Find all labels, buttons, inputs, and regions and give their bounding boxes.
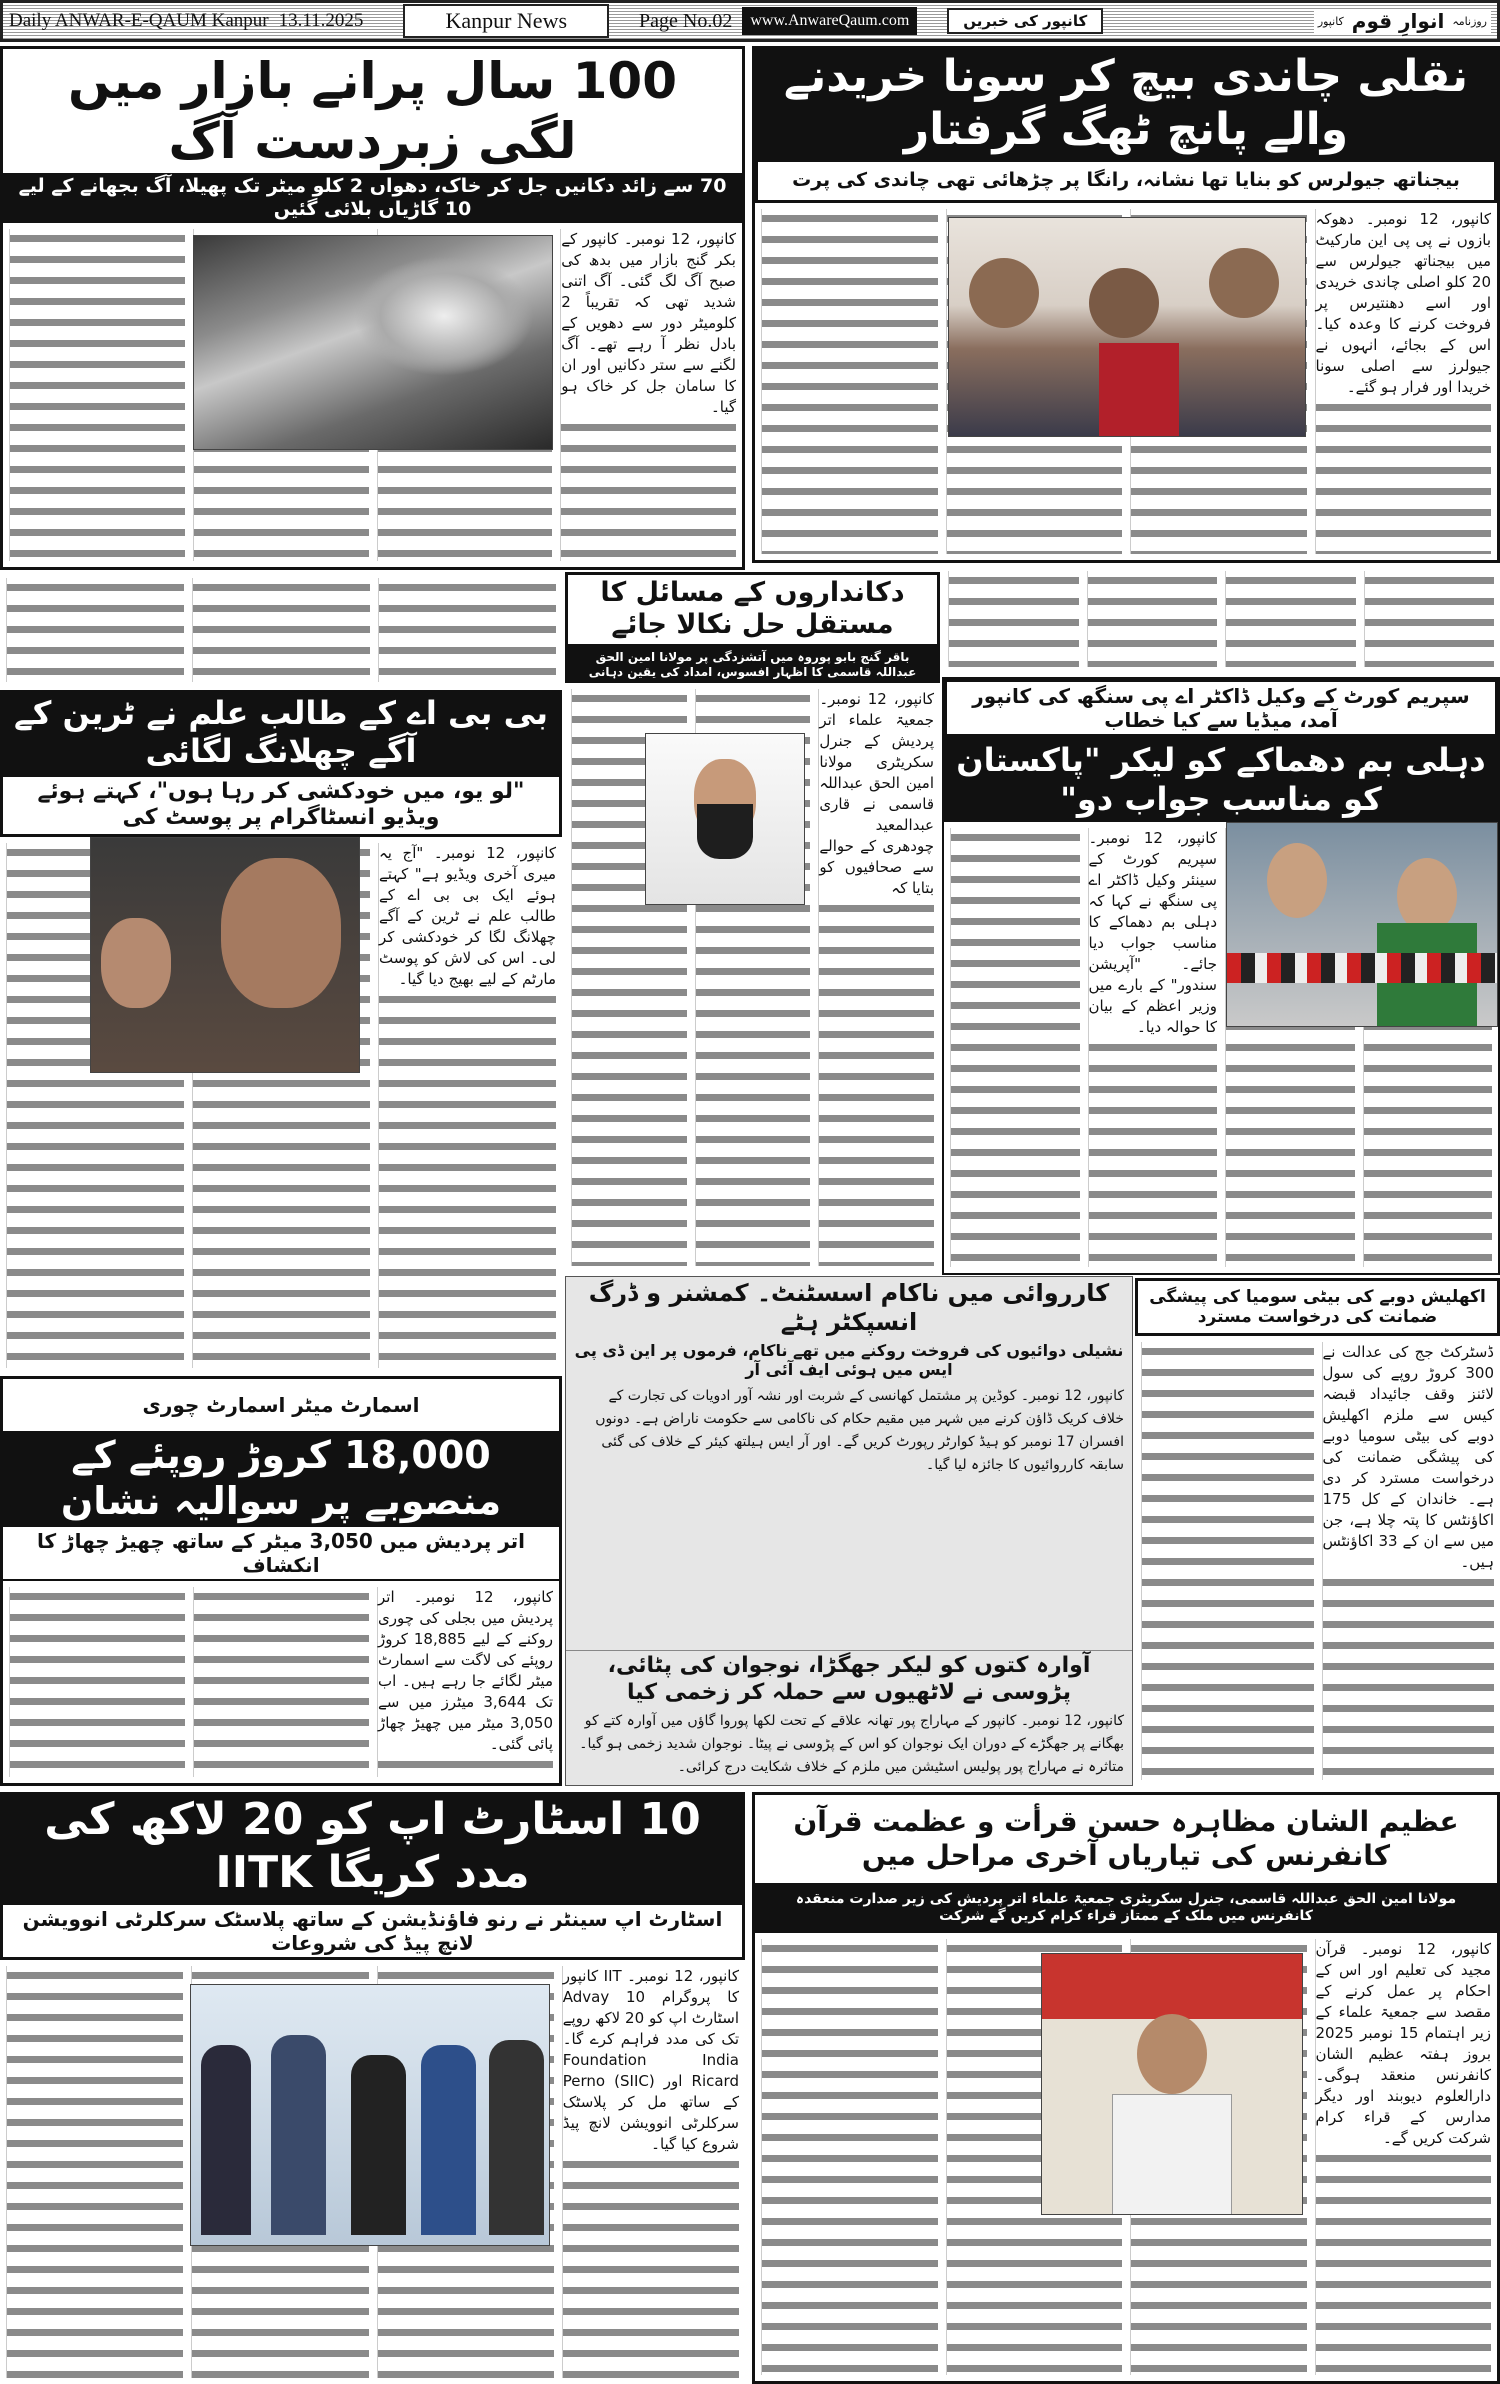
article-shopkeepers bbox=[565, 572, 940, 1272]
article-body: کانپور، 12 نومبر۔ IIT کانپور کا پروگرام Advay 10 اسٹارٹ اپ کو 20 لاکھ روپے تک کی مدد فراہم کرے گا۔ Foundation India Ricard اور (SIIC) Perno کے ساتھ مل کر پلاسٹک سرکلرٹی انوویشن لانچ پیڈ شروع کیا گیا۔ bbox=[563, 1966, 739, 2157]
headline: بی بی اے کے طالب علم نے ٹرین کے آگے چھلانگ لگائی bbox=[0, 690, 562, 774]
person bbox=[421, 2045, 476, 2235]
masthead-prefix: روزنامہ bbox=[1452, 14, 1487, 28]
article-student-train bbox=[0, 690, 562, 1374]
student-photo bbox=[90, 837, 360, 1073]
face bbox=[1137, 2014, 1207, 2094]
dogs-headline: آوارہ کتوں کو لیکر جھگڑا، نوجوان کی پٹائی، پڑوسی نے لاٹھیوں سے حملہ کر زخمی کیا bbox=[566, 1650, 1132, 1708]
arrested-men-photo bbox=[948, 217, 1306, 437]
article-body: کانپور، 12 نومبر۔ کانپور کے بکر گنج بازار میں بدھ کی صبح آگ لگ گئی۔ آگ اتنی شدید تھی کہ تقریباً 2 کلومیٹر دور سے دھویں کے بادل نظر آ رہے تھے۔ آگ لگنے سے ستر دکانیں اور ان کا سامان جل کر خاک ہو گیا۔ bbox=[561, 229, 736, 420]
article-quran-conference bbox=[752, 1792, 1500, 2384]
person bbox=[1089, 268, 1159, 338]
launch-event-photo bbox=[190, 1984, 550, 2246]
red-shirt bbox=[1099, 343, 1179, 437]
article-supreme-court-lawyer bbox=[942, 677, 1500, 1275]
article-gold-thieves bbox=[752, 46, 1500, 563]
microphones bbox=[1227, 953, 1498, 983]
smoke-cloud bbox=[354, 256, 534, 376]
headline: دکانداروں کے مسائل کا مستقل حل نکالا جائے bbox=[565, 572, 940, 647]
press-conference-photo bbox=[1226, 822, 1498, 1027]
subhead: بیجناتھ جیولرس کو بنایا تھا نشانہ، رانگا پر چڑھائی تھی چاندی کی پرت bbox=[755, 159, 1497, 203]
page-number: Page No.02 bbox=[639, 9, 733, 32]
article-fire bbox=[0, 46, 745, 570]
maulana-photo bbox=[645, 733, 805, 905]
article-body: کانپور، 12 نومبر۔ اتر پردیش میں بجلی کی چوری روکنے کے لیے 18,885 کروڑ روپئے کی لاگت سے اسمارٹ میٹر لگائے جا رہے ہیں۔ اب تک 3,644 میٹرز میں سے 3,050 میٹر میں چھیڑ چھاڑ پائی گئی۔ bbox=[378, 1587, 553, 1757]
subhead: "لو یو، میں خودکشی کر رہا ہوں"، کہتے ہوئے ویڈیو انسٹاگرام پر پوسٹ کی bbox=[0, 774, 562, 837]
person bbox=[1397, 858, 1457, 933]
paper-name: Daily ANWAR-E-QAUM Kanpur bbox=[9, 10, 269, 31]
subhead: دہلی بم دھماکے کو لیکر "پاکستان کو مناسب جواب دو" bbox=[944, 737, 1498, 822]
article-body: کانپور، 12 نومبر۔ کوڈین پر مشتمل کھانسی کے شربت اور نشہ آور ادویات کی تجارت کے خلاف کریک ڈاؤن کرنے میں شہر میں مقیم حکام کی ناکامی سے حکومت ناراض ہے۔ دونوں افسران 17 نومبر کو ہیڈ کوارٹر رپورٹ کریں گے۔ اور آر ایس ہیلتھ کیئر کے خلاف کی گئی سابقہ کارروائیوں کا جائزہ لیا گیا۔ bbox=[595, 1388, 1124, 1474]
kicker: اسمارٹ میٹر اسمارٹ چوری bbox=[3, 1379, 559, 1431]
article-iitk-startups bbox=[0, 1792, 745, 2384]
headline: کارروائی میں ناکام اسسٹنٹ۔ کمشنر و ڈرگ انسپکٹر ہٹے bbox=[588, 1279, 1110, 1336]
headline: سپریم کورٹ کے وکیل ڈاکٹر اے پی سنگھ کی کانپور آمد، میڈیا سے کیا خطاب bbox=[944, 679, 1498, 737]
urdu-section-name: کانپور کی خبریں bbox=[947, 8, 1103, 34]
headline: اکھلیش دوبے کی بیٹی سومیا کی پیشگی ضمانت کی درخواست مسترد bbox=[1135, 1278, 1500, 1336]
headline: 100 سال پرانے بازار میں لگی زبردست آگ bbox=[3, 49, 742, 173]
person bbox=[1209, 248, 1279, 318]
person bbox=[489, 2040, 544, 2235]
headline: نقلی چاندی بیچ کر سونا خریدنے والے پانچ ٹھگ گرفتار bbox=[755, 49, 1497, 159]
article-drug-inspector bbox=[565, 1276, 1133, 1786]
face-inset bbox=[101, 918, 171, 1008]
headline: عظیم الشان مظاہرہ حسن قرأت و عظمت قرآن کانفرنس کی تیاریاں آخری مراحل میں bbox=[755, 1795, 1497, 1883]
masthead-bar bbox=[0, 0, 1500, 42]
article-body: کانپور، 12 نومبر۔ جمعیۃ علماء اتر پردیش کے جنرل سکریٹری مولانا امین الحق عبداللہ قاسمی نے قاری عبدالمعید چودھری کے حوالے سے صحافیوں کو بتایا کہ bbox=[819, 689, 934, 901]
headline: 10 اسٹارٹ اپ کو 20 لاکھ کی مدد کریگا IITK bbox=[0, 1792, 745, 1902]
masthead-city: کانپور bbox=[1317, 14, 1344, 28]
speaker-robe bbox=[1112, 2094, 1232, 2215]
fire-photo bbox=[193, 235, 553, 450]
article-body: کانپور، 12 نومبر۔ سپریم کورٹ کے سینئر وکیل ڈاکٹر اے پی سنگھ نے کہا کہ دہلی بم دھماکے کا مناسب جواب دیا جائے۔ "آپریشن سندور" کے بارے میں وزیر اعظم کے بیان کا حوالہ دیا۔ bbox=[1089, 828, 1218, 1040]
article-body: کانپور، 12 نومبر۔ "آج یہ میری آخری ویڈیو ہے" کہتے ہوئے ایک بی بی اے کے طالب علم نے ٹرین کے آگے چھلانگ لگا کر خودکشی کر لی۔ اس کی لاش کو پوسٹ مارٹم کے لیے بھیج دیا گیا۔ bbox=[379, 843, 556, 992]
person bbox=[201, 2045, 251, 2235]
subhead: نشیلی دوائیوں کی فروخت روکنے میں تھے ناکام، فرموں پر این ڈی پی ایس میں ہوئی ایف آئی آر bbox=[574, 1341, 1124, 1380]
subhead: اسٹارٹ اپ سینٹر نے رنو فاؤنڈیشن کے ساتھ پلاسٹک سرکلرٹی انوویشن لانچ پیڈ کی شروعات bbox=[0, 1902, 745, 1960]
subhead: اتر پردیش میں 3,050 میٹر کے ساتھ چھیڑ چھاڑ کا انکشاف bbox=[3, 1527, 559, 1581]
article-body: ڈسٹرکٹ جج کی عدالت نے 300 کروڑ روپے کی سول لائنز وقف جائیداد قبضہ کیس سے ملزم اکھلیش دوبے کی بیٹی سومیا دوبے کی پیشگی ضمانت کی درخواست مسترد کر دی ہے۔ خاندان کے کل 175 اکاؤنٹس کا پتہ چلا ہے، جن میں سے ان کے 33 اکاؤنٹس ہیں۔ bbox=[1323, 1342, 1495, 1575]
person bbox=[351, 2055, 406, 2235]
headline: 18,000 کروڑ روپئے کے منصوبے پر سوالیہ نشان bbox=[3, 1431, 559, 1527]
issue-date: 13.11.2025 bbox=[278, 10, 364, 31]
dogs-body: کانپور، 12 نومبر۔ کانپور کے مہاراج پور تھانہ علاقے کے تحت لکھا پوروا گاؤں میں آوارہ کتے کو بھگانے پر جھگڑے کے دوران ایک نوجوان کو اس کے پڑوسی نے پیٹا۔ نوجوان شدید زخمی ہو گیا۔ متاثرہ نے مہاراج پور پولیس اسٹیشن میں ملزم کے خلاف شکایت درج کرائی۔ bbox=[579, 1713, 1124, 1775]
article-gold-continued bbox=[942, 565, 1500, 673]
person bbox=[271, 2035, 326, 2235]
person bbox=[1267, 843, 1327, 918]
face bbox=[221, 858, 341, 1008]
subhead: باقر گنج بابو پوروہ میں آتشزدگی پر مولانا امین الحق عبداللہ قاسمی کا اظہار افسوس، امداد کی یقین دہانی bbox=[565, 647, 940, 683]
person bbox=[969, 258, 1039, 328]
section-name: Kanpur News bbox=[403, 4, 609, 38]
beard bbox=[697, 804, 753, 859]
conference-photo bbox=[1041, 1953, 1303, 2215]
website-link[interactable]: www.AnwareQaum.com bbox=[742, 7, 917, 35]
article-bail-rejected bbox=[1135, 1278, 1500, 1786]
subhead: مولانا امین الحق عبداللہ قاسمی، جنرل سکریٹری جمعیۃ علماء اتر پردیش کی زیر صدارت منعقدہ کانفرنس میں ملک کے ممتاز قراء کرام کریں گے شرکت bbox=[755, 1883, 1497, 1933]
article-body: کانپور، 12 نومبر۔ قرآن مجید کی تعلیم اور اس کے احکام پر عمل کرنے کے مقصد سے جمعیۃ علماء کے زیر اہتمام 15 نومبر 2025 بروز ہفتہ عظیم الشان کانفرنس منعقد ہوگی۔ دارالعلوم دیوبند اور دیگر مدارس کے قراء کرام شرکت کریں گے۔ bbox=[1316, 1939, 1492, 2151]
subhead: 70 سے زائد دکانیں جل کر خاک، دھواں 2 کلو میٹر تک پھیلا، آگ بجھانے کے لیے 10 گاڑیاں بلائی گئیں bbox=[3, 173, 742, 223]
article-fire-continued bbox=[0, 572, 562, 688]
article-smart-meter bbox=[0, 1376, 562, 1786]
masthead-logo bbox=[1314, 9, 1491, 33]
masthead-title: انوارِ قوم bbox=[1351, 9, 1445, 33]
article-body: کانپور، 12 نومبر۔ دھوکہ بازوں نے پی پی این مارکیٹ میں بیجناتھ جیولرس سے 20 کلو اصلی چاندی خریدی اور اسے دھنتیرس پر فروخت کرنے کا وعدہ کیا۔ اس کے بجائے، انہوں نے جیولرز سے اصلی سونا خریدا اور فرار ہو گئے۔ bbox=[1316, 209, 1492, 400]
